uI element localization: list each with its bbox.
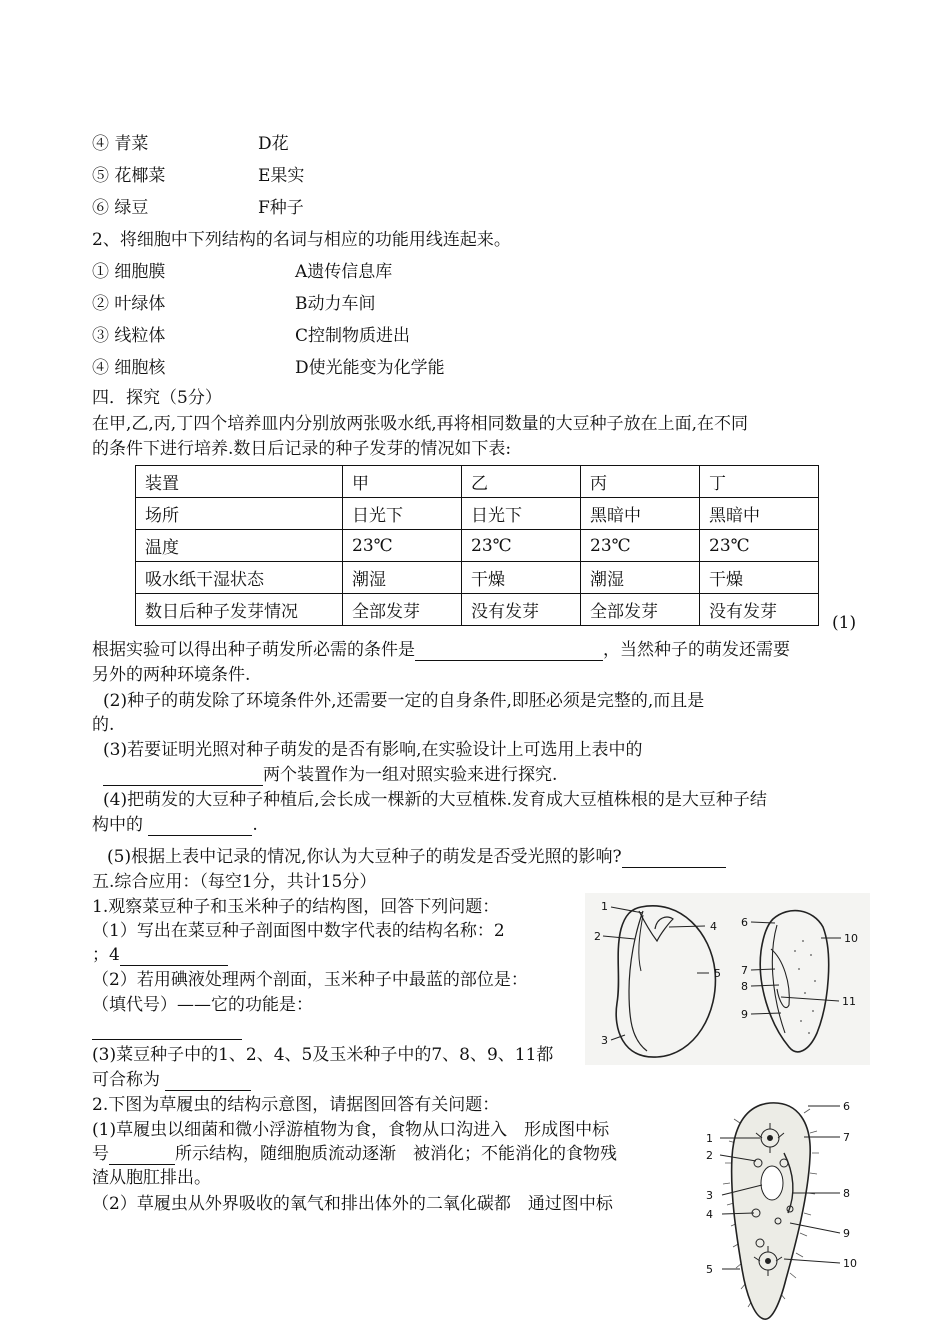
table-cell: 吸水纸干湿状态 [136,562,343,594]
p2-q2-line: （2）草履虫从外界吸收的氧气和排出体外的二氧化碳都 通过图中标 [92,1194,613,1214]
table-cell: 23℃ [462,530,581,562]
p1-q2-answer-blank[interactable] [92,1021,242,1040]
table-cell: 23℃ [581,530,700,562]
paramecium-figure [700,1093,872,1336]
table-cell: 数日后种子发芽情况 [136,594,343,626]
paramecium-label: 7 [843,1131,850,1144]
p1-q1-answer-blank[interactable] [120,947,228,966]
q4-line-2 [92,814,258,836]
p1-q1-line-2 [92,944,228,966]
q2-left-1: ① 细胞膜 [92,262,166,282]
paramecium-label: 1 [706,1132,713,1145]
figure-background [585,893,870,1065]
table-cell: 潮湿 [343,562,462,594]
p2-q1-text-c: 所示结构，随细胞质流动逐渐 被消化；不能消化的食物残 [175,1144,617,1164]
table-cell: 丁 [700,466,819,498]
bean-label: 5 [714,967,721,980]
p2-q1-line-3: 渣从胞肛排出。 [92,1168,211,1188]
q3-line-2 [103,764,557,786]
paramecium-label: 9 [843,1227,850,1240]
q2-title: 2、将细胞中下列结构的名词与相应的功能用线连起来。 [92,230,511,250]
match1-right-e: E果实 [258,166,305,186]
bean-label: 2 [594,930,601,943]
p1-title: 1.观察菜豆种子和玉米种子的结构图，回答下列问题： [92,897,500,917]
q2s-line-2: 的. [92,715,115,735]
table-row [136,466,819,498]
table-cell: 丙 [581,466,700,498]
corn-label: 11 [842,995,856,1008]
q1-line-1 [92,639,790,661]
q1-text-b: ，当然种子的萌发还需要 [603,640,790,660]
table-cell: 温度 [136,530,343,562]
match1-left-4: ④ 青菜 [92,134,149,154]
p2-q1-line-2 [92,1143,617,1165]
p1-q1-line-1: （1）写出在菜豆种子剖面图中数字代表的结构名称：2 [92,921,505,941]
p1-q3-line-1: (3)菜豆种子中的1、2、4、5及玉米种子中的7、8、9、11都 [92,1045,554,1065]
q2-left-4: ④ 细胞核 [92,358,166,378]
corn-label: 10 [844,932,858,945]
bean-label: 1 [601,900,608,913]
paramecium-label: 4 [706,1208,713,1221]
q1-text-a: 根据实验可以得出种子萌发所必需的条件是 [92,640,415,660]
p1-q3-text-b: 可合称为 [92,1070,160,1090]
q2-right-b: B动力车间 [295,294,376,314]
q1-number: (1) [832,613,857,633]
p2-q1-text-b: 号 [92,1144,109,1164]
p2-q1-line-1: (1)草履虫以细菌和微小浮游植物为食，食物从口沟进入 形成图中标 [92,1120,610,1140]
p1-q2-line-1: （2）若用碘液处理两个剖面，玉米种子中最蓝的部位是： [92,970,528,990]
experiment-table [135,465,819,626]
q2-left-2: ② 叶绿体 [92,294,166,314]
table-cell: 23℃ [343,530,462,562]
paramecium-label: 5 [706,1263,713,1276]
table-cell: 干燥 [700,562,819,594]
q4-text-c: . [252,815,258,835]
table-cell: 全部发芽 [581,594,700,626]
q5-line [107,846,726,868]
p2-title: 2.下图为草履虫的结构示意图，请据图回答有关问题： [92,1095,500,1115]
q4-text-b: 构中的 [92,815,143,835]
match1-left-5: ⑤ 花椰菜 [92,166,166,186]
sec4-intro-1: 在甲,乙,丙,丁四个培养皿内分别放两张吸水纸,再将相同数量的大豆种子放在上面,在不同 [92,414,749,434]
q4-line-1: (4)把萌发的大豆种子种植后,会长成一棵新的大豆植株.发育成大豆植株根的是大豆种子结 [103,790,767,810]
table-cell: 日光下 [343,498,462,530]
corn-label: 9 [741,1008,748,1021]
table-row [136,530,819,562]
table-row [136,498,819,530]
paramecium-label: 10 [843,1257,857,1270]
p1-q2-line-3 [92,1018,242,1040]
p1-q3-answer-blank[interactable] [165,1072,251,1091]
table-cell: 没有发芽 [462,594,581,626]
paramecium-label: 6 [843,1100,850,1113]
table-cell: 甲 [343,466,462,498]
table-cell: 装置 [136,466,343,498]
sec4-title: 四．探究（5分） [92,388,222,408]
match1-right-d: D花 [258,134,289,154]
p2-q1-answer-blank[interactable] [109,1146,175,1165]
seed-structure-figure [585,893,870,1065]
table-cell: 乙 [462,466,581,498]
q3-answer-blank[interactable] [103,767,263,786]
match1-right-f: F种子 [258,198,304,218]
corn-label: 7 [741,964,748,977]
p1-q2-line-2: （填代号）——它的功能是： [92,995,313,1015]
q1-line-2: 另外的两种环境条件. [92,665,251,685]
table-cell: 全部发芽 [343,594,462,626]
corn-label: 6 [741,916,748,929]
table-cell: 黑暗中 [581,498,700,530]
q1-answer-blank[interactable] [415,642,603,661]
q2-left-3: ③ 线粒体 [92,326,166,346]
q5-answer-blank[interactable] [622,849,726,868]
table-row [136,562,819,594]
sec4-intro-2: 的条件下进行培养.数日后记录的种子发芽的情况如下表: [92,439,512,459]
q4-answer-blank[interactable] [148,817,252,836]
q2s-line-1: (2)种子的萌发除了环境条件外,还需要一定的自身条件,即胚必须是完整的,而且是 [103,691,705,711]
paramecium-label: 2 [706,1149,713,1162]
corn-label: 8 [741,980,748,993]
table-row [136,594,819,626]
sec5-title: 五.综合应用：（每空1分，共计15分） [92,872,377,892]
table-cell: 干燥 [462,562,581,594]
q2-right-c: C控制物质进出 [295,326,411,346]
match1-left-6: ⑥ 绿豆 [92,198,149,218]
table-cell: 日光下 [462,498,581,530]
q3-line-1: (3)若要证明光照对种子萌发的是否有影响,在实验设计上可选用上表中的 [103,740,643,760]
q3-text-b: 两个装置作为一组对照实验来进行探究. [263,765,558,785]
q2-right-a: A遗传信息库 [295,262,393,282]
table-cell: 场所 [136,498,343,530]
table-cell: 潮湿 [581,562,700,594]
table-cell: 没有发芽 [700,594,819,626]
p1-q1-text-b: ；4 [92,945,120,965]
q2-right-d: D使光能变为化学能 [295,358,445,378]
bean-label: 3 [601,1034,608,1047]
bean-label: 4 [710,920,717,933]
table-cell: 23℃ [700,530,819,562]
q5-text: (5)根据上表中记录的情况,你认为大豆种子的萌发是否受光照的影响? [107,847,622,867]
paramecium-label: 3 [706,1189,713,1202]
p1-q3-line-2 [92,1069,251,1091]
paramecium-label: 8 [843,1187,850,1200]
table-cell: 黑暗中 [700,498,819,530]
